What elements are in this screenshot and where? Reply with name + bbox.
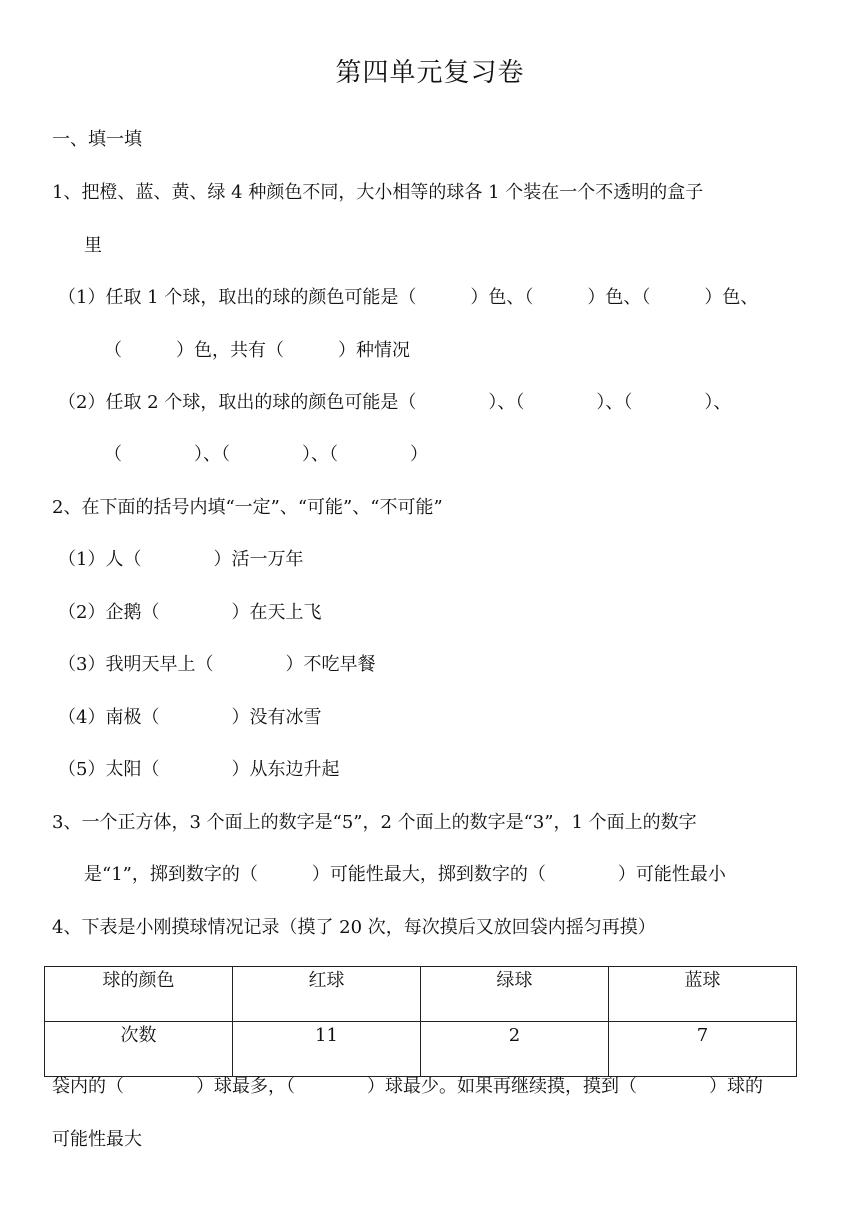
question-2-item-3: （3）我明天早上（ ）不吃早餐	[58, 654, 376, 675]
table-header-row	[45, 967, 797, 1022]
question-1-sub-2-line-1: （2）任取 2 个球，取出的球的颜色可能是（ ）、（ ）、（ ）、	[58, 392, 732, 413]
table-header-cell: 蓝球	[609, 967, 797, 1022]
question-4-after-line-2: 可能性最大	[52, 1129, 142, 1150]
question-4-after-line-1: 袋内的（ ）球最多，（ ）球最少。如果再继续摸，摸到（ ）球的	[52, 1076, 763, 1097]
question-4-line-1: 4、下表是小刚摸球情况记录（摸了 20 次，每次摸后又放回袋内摇匀再摸）	[52, 917, 656, 938]
question-1-sub-1-line-1: （1）任取 1 个球，取出的球的颜色可能是（ ）色、（ ）色、（ ）色、	[58, 287, 759, 308]
table-header-cell: 球的颜色	[45, 967, 233, 1022]
question-2-item-5: （5）太阳（ ）从东边升起	[58, 759, 340, 780]
table-cell: 次数	[45, 1022, 233, 1077]
question-2-item-4: （4）南极（ ）没有冰雪	[58, 707, 322, 728]
table-cell: 11	[233, 1022, 421, 1077]
question-1-line-1: 1、把橙、蓝、黄、绿 4 种颜色不同，大小相等的球各 1 个装在一个不透明的盒子	[52, 182, 704, 203]
question-2-line-1: 2、在下面的括号内填“一定”、“可能”、“不可能”	[52, 497, 443, 518]
question-1-sub-2-line-2: （ ）、（ ）、（ ）	[104, 444, 428, 465]
table-header-cell: 绿球	[421, 967, 609, 1022]
question-2-item-1: （1）人（ ）活一万年	[58, 549, 304, 570]
question-1-sub-1-line-2: （ ）色，共有（ ）种情况	[104, 340, 410, 361]
question-1-line-2: 里	[84, 235, 102, 256]
table-header-cell: 红球	[233, 967, 421, 1022]
table-cell: 7	[609, 1022, 797, 1077]
table-row	[45, 1022, 797, 1077]
ball-record-table	[44, 966, 797, 1077]
table-cell: 2	[421, 1022, 609, 1077]
question-3-line-2: 是“1”，掷到数字的（ ）可能性最大，掷到数字的（ ）可能性最小	[84, 864, 726, 885]
section-heading: 一、填一填	[52, 129, 142, 150]
question-2-item-2: （2）企鹅（ ）在天上飞	[58, 602, 322, 623]
page-title: 第四单元复习卷	[335, 58, 525, 88]
question-3-line-1: 3、一个正方体，3 个面上的数字是“5”，2 个面上的数字是“3”，1 个面上的数字	[52, 812, 697, 833]
